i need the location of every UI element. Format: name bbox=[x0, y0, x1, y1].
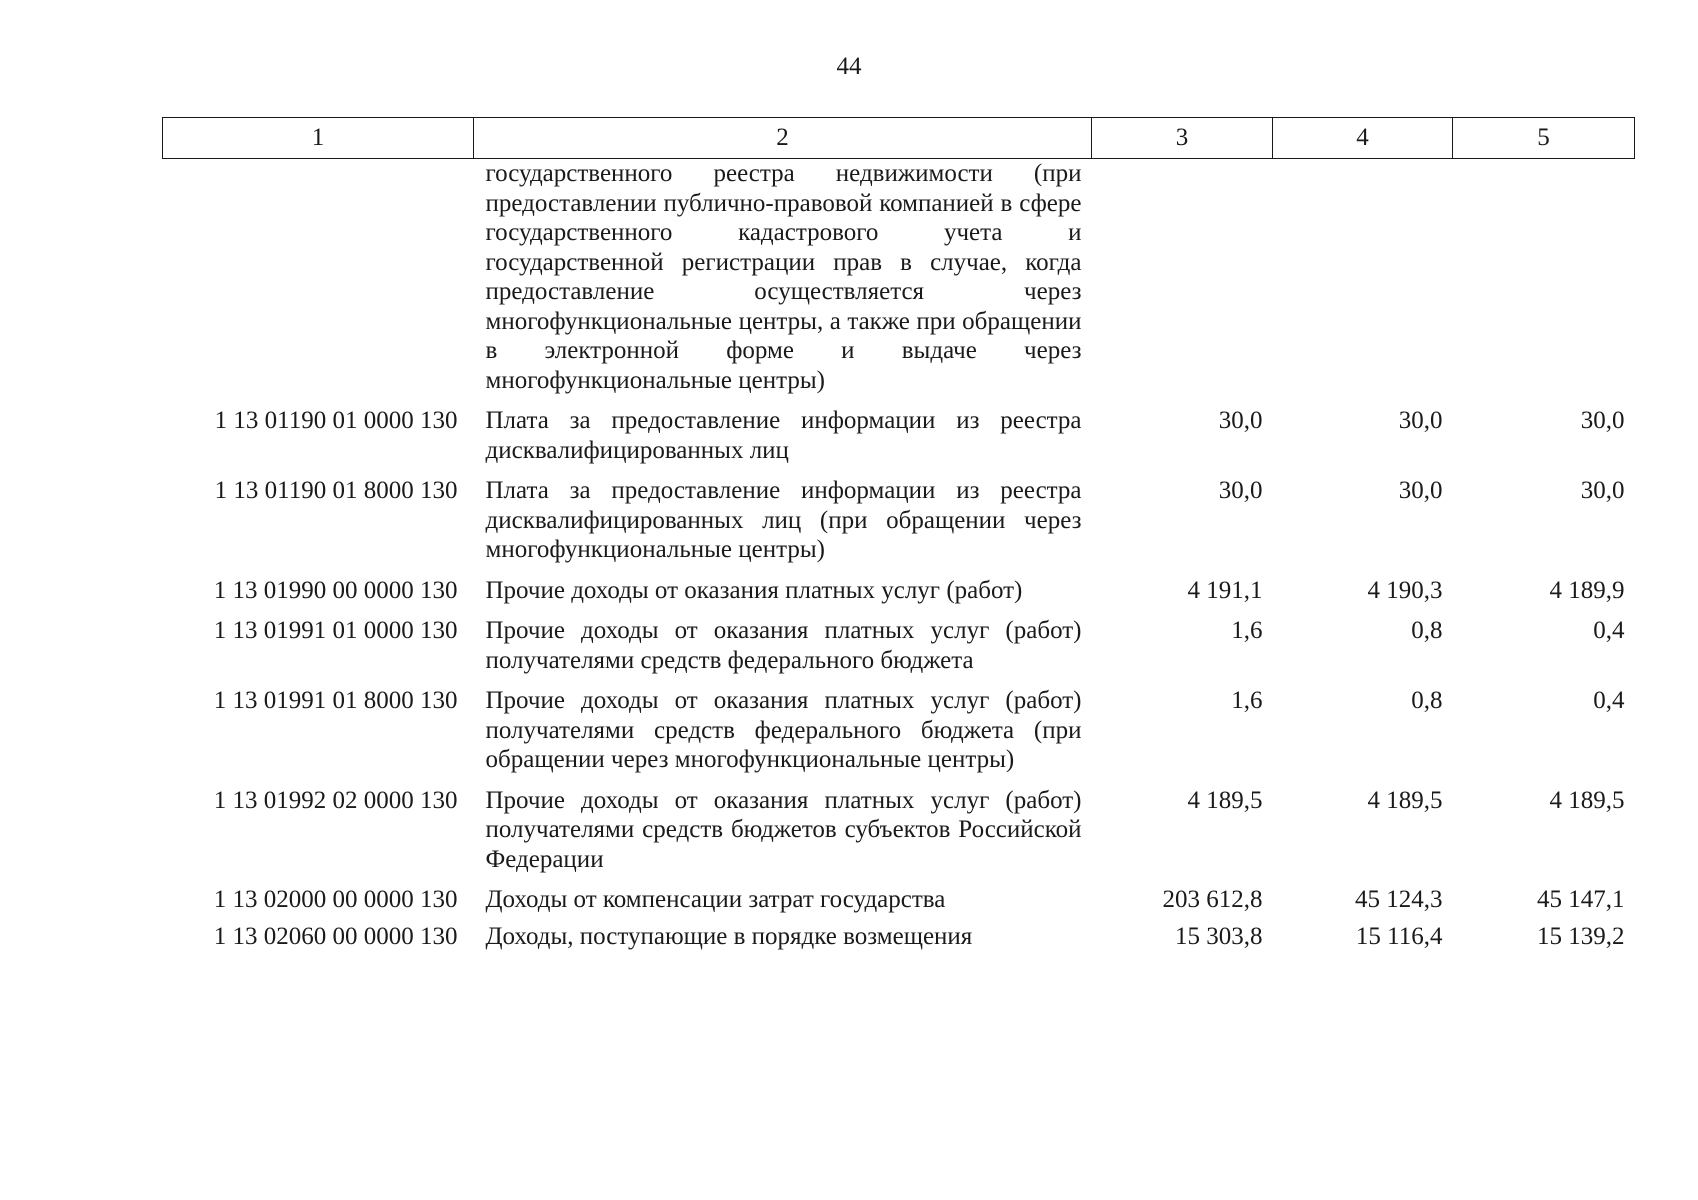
table-row bbox=[163, 686, 1635, 786]
budget-revenue-table bbox=[162, 117, 1635, 962]
table-header bbox=[163, 118, 1635, 159]
row-value-col4: 0,8 bbox=[1411, 687, 1443, 714]
column-header-2: 2 bbox=[474, 118, 1092, 159]
table-row bbox=[163, 476, 1635, 576]
row-description: государственного реестра недвижимости (при предоставлении публично-правовой компанией в сфере государственного кадастрового учета и государственной регистрации прав в случае, когда предоставление осуществляется через многофункциональные центры, а также при обращении в электронной форме и выдаче через многофункциональные центры) bbox=[485, 160, 1082, 394]
row-code: 1 13 01991 01 0000 130 bbox=[213, 617, 458, 644]
row-description: Прочие доходы от оказания платных услуг (работ) получателями средств федерального бюджета (при обращении через многофункциональные центры) bbox=[485, 687, 1082, 773]
row-code: 1 13 02000 00 0000 130 bbox=[213, 886, 458, 913]
page-number: 44 bbox=[836, 53, 862, 80]
row-description: Плата за предоставление информации из реестра дисквалифицированных лиц bbox=[485, 407, 1082, 464]
row-value-col3 bbox=[1092, 159, 1273, 407]
row-value-col4: 15 116,4 bbox=[1355, 922, 1443, 950]
row-value-col5: 30,0 bbox=[1580, 407, 1625, 434]
table-row bbox=[163, 406, 1635, 476]
row-value-col3: 203 612,8 bbox=[1162, 886, 1263, 913]
row-description: Плата за предоставление информации из реестра дисквалифицированных лиц (при обращении через многофункциональные центры) bbox=[485, 477, 1082, 563]
row-code: 1 13 01992 02 0000 130 bbox=[213, 786, 458, 814]
row-value-col4: 45 124,3 bbox=[1355, 886, 1443, 913]
row-value-col3: 4 191,1 bbox=[1187, 576, 1263, 604]
row-value-col4: 4 189,5 bbox=[1367, 786, 1443, 814]
row-value-col4: 0,8 bbox=[1411, 617, 1443, 644]
row-value-col4 bbox=[1273, 159, 1453, 407]
row-code: 1 13 02060 00 0000 130 bbox=[213, 922, 458, 950]
row-value-col5: 30,0 bbox=[1580, 477, 1625, 504]
table-body bbox=[163, 159, 1635, 963]
row-description: Прочие доходы от оказания платных услуг (работ) bbox=[485, 576, 1023, 604]
row-code bbox=[163, 159, 474, 407]
row-value-col3: 1,6 bbox=[1231, 617, 1263, 644]
table-row bbox=[163, 786, 1635, 886]
row-code: 1 13 01190 01 8000 130 bbox=[214, 477, 458, 504]
row-code: 1 13 01190 01 0000 130 bbox=[214, 407, 458, 434]
column-header-4: 4 bbox=[1273, 118, 1453, 159]
row-value-col5: 0,4 bbox=[1593, 617, 1625, 644]
row-value-col5: 4 189,9 bbox=[1549, 576, 1625, 604]
row-value-col4: 30,0 bbox=[1398, 407, 1443, 434]
table-row bbox=[163, 885, 1635, 922]
row-code: 1 13 01991 01 8000 130 bbox=[213, 687, 458, 714]
row-description: Прочие доходы от оказания платных услуг (работ) получателями средств федерального бюджета bbox=[485, 617, 1082, 674]
table-row bbox=[163, 159, 1635, 407]
column-header-1: 1 bbox=[163, 118, 474, 159]
row-value-col4: 4 190,3 bbox=[1367, 576, 1443, 604]
row-description: Прочие доходы от оказания платных услуг (работ) получателями средств бюджетов субъектов Российской Федерации bbox=[485, 786, 1082, 873]
row-description: Доходы от компенсации затрат государства bbox=[485, 886, 946, 913]
table-row bbox=[163, 616, 1635, 686]
column-header-5: 5 bbox=[1453, 118, 1635, 159]
table-header-row bbox=[163, 118, 1635, 159]
row-value-col3: 4 189,5 bbox=[1187, 786, 1263, 814]
column-header-3: 3 bbox=[1092, 118, 1273, 159]
row-value-col3: 30,0 bbox=[1218, 407, 1263, 434]
row-value-col3: 30,0 bbox=[1218, 477, 1263, 504]
row-value-col3: 15 303,8 bbox=[1175, 922, 1263, 950]
row-value-col5: 4 189,5 bbox=[1549, 786, 1625, 814]
row-value-col5: 0,4 bbox=[1593, 687, 1625, 714]
row-code: 1 13 01990 00 0000 130 bbox=[213, 576, 458, 604]
table-row bbox=[163, 576, 1635, 617]
row-description: Доходы, поступающие в порядке возмещения bbox=[485, 922, 973, 950]
row-value-col3: 1,6 bbox=[1231, 687, 1263, 714]
table-row bbox=[163, 922, 1635, 963]
row-value-col4: 30,0 bbox=[1398, 477, 1443, 504]
row-value-col5 bbox=[1453, 159, 1635, 407]
row-value-col5: 15 139,2 bbox=[1537, 922, 1625, 950]
row-value-col5: 45 147,1 bbox=[1537, 886, 1625, 913]
